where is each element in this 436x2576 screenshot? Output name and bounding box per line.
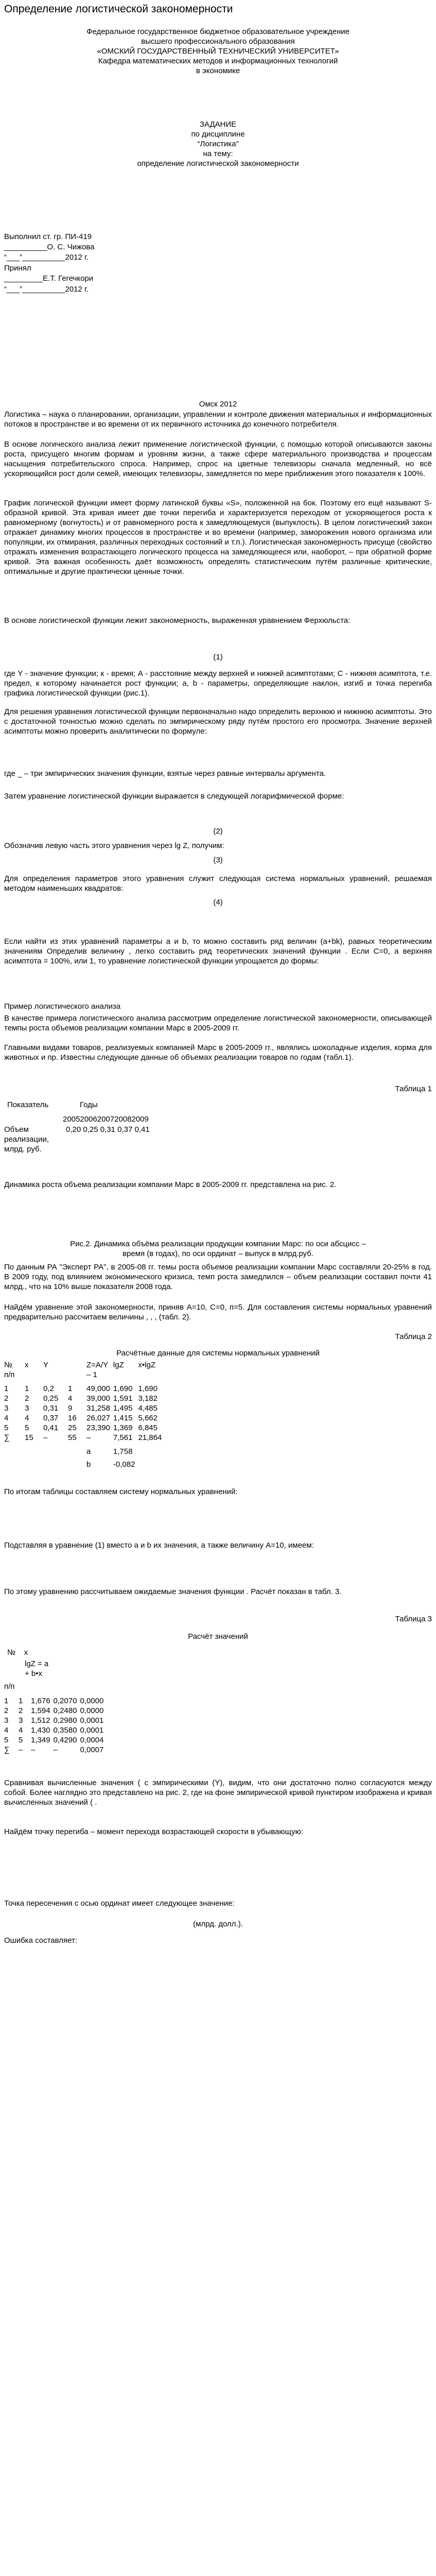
- table-row: 1 1 1,676 0,2070 0,0000: [4, 1697, 104, 1705]
- paragraph: По данным РА "Эксперт РА", в 2005-08 гг. темы роста объемов реализации компании Марс составляли 20-25% в год. В 2009 году, под влиянием экономического кризиса, темп роста замедлился – объем реализации составил почти 41 млрд., что на 10% выше показателя 2008 года.: [4, 1263, 432, 1291]
- table-row: b -0,082: [86, 1460, 135, 1469]
- equation-number: (2): [213, 827, 223, 836]
- equation-number: (4): [213, 898, 223, 907]
- header-cell: x: [25, 1361, 29, 1369]
- task-line: “Логистика”: [197, 140, 239, 148]
- figure-caption: время (в годах), по оси ординат – выпуск в млрд.руб.: [123, 1249, 313, 1258]
- table-row: 3 3 0,31 9 31,258 1,495 4,485: [4, 1404, 158, 1413]
- header-cell: №: [4, 1361, 13, 1369]
- signature-line: “___”__________2012 г.: [4, 253, 89, 262]
- paragraph: Затем уравнение логистической функции выражается в следующей логарифмической форме:: [4, 792, 344, 801]
- example-title: Пример логистического анализа: [4, 1002, 121, 1011]
- header-line: «ОМСКИЙ ГОСУДАРСТВЕННЫЙ ТЕХНИЧЕСКИЙ УНИВЕРСИТЕТ»: [97, 47, 339, 56]
- table-row: 5 5 1,349 0,4290 0,0004: [4, 1736, 104, 1744]
- task-line: по дисциплине: [191, 130, 245, 139]
- table2: [4, 1360, 165, 1469]
- table1-row-label: реализации,: [4, 1135, 49, 1144]
- signature-line: __________О. С. Чижова: [4, 243, 95, 251]
- table-row: ∑ – – – 0,0007: [4, 1745, 104, 1754]
- table-row: 4 4 1,430 0,3580 0,0001: [4, 1726, 104, 1735]
- signature-line: “___”__________2012 г.: [4, 285, 89, 294]
- table-title: Расчётные данные для системы нормальных уравнений: [116, 1349, 320, 1358]
- table3-header: lgZ = a: [25, 1659, 49, 1668]
- signature-line: Принял: [4, 264, 31, 273]
- header-line: Кафедра математических методов и информационных технологий: [98, 57, 338, 65]
- table-row: 2 2 0,25 4 39,000 1,591 3,182: [4, 1394, 158, 1403]
- table1-row-label: Объем: [4, 1125, 29, 1134]
- header-cell: п/п: [4, 1370, 15, 1379]
- year-cell: 2005: [63, 1115, 80, 1124]
- table-row: [4, 1443, 165, 1447]
- header-line: высшего профессионального образования: [141, 37, 295, 46]
- paragraph: Ошибка составляет:: [4, 1936, 78, 1945]
- page-title: Определение логистической закономерности: [4, 3, 233, 15]
- paragraph: По этому уравнению рассчитываем ожидаемые значения функции . Расчёт показан в табл. 3.: [4, 1587, 342, 1596]
- table-row: a 1,758: [86, 1447, 133, 1456]
- table-row: 5 5 0,41 25 23,390 1,369 6,845: [4, 1423, 158, 1432]
- header-cell: Z=A/Y: [86, 1361, 109, 1369]
- paragraph: где _ – три эмпирических значения функции, взятые через равные интервалы аргумента.: [4, 769, 326, 778]
- city-year: Омск 2012: [199, 400, 237, 409]
- table3: [4, 1696, 107, 1755]
- table-caption: Таблица 2: [395, 1332, 432, 1341]
- task-line: ЗАДАНИЕ: [199, 120, 237, 129]
- paragraph: График логической функции имеет форму латинской буквы «S», положенной на бок. Поэтому его ещё называют S-образной кривой. Эта кривая имеет две точки перегиба и характеризуется переходом от ускоряющегося роста к равномерному (вогнутость) и от равномерного роста к замедляющемуся (выпуклость). В целом логистический закон отражает динамику многих процессов в пространстве и во времени (например, заморожения нового организма или популяции, их отмирания, различных переходных состояний и т.п.). Логистическая закономерность присуще (свойство отражать изменения возрастающего логического процесса на замедляющееся или, наоборот, – при обратной форме кривой. Эта важная особенность даёт возможность определять статистическим путём различные критические, оптимальные и другие практически ценные точки.: [4, 499, 432, 576]
- signature-line: _________Е.Т. Гегечкори: [4, 274, 94, 283]
- paragraph: Найдём точку перегиба – момент перехода возрастающей скорости в убывающую:: [4, 1827, 303, 1836]
- table-row: 1 1 0,2 1 49,000 1,690 1,690: [4, 1384, 158, 1393]
- cross-value: (млрд. долл.).: [193, 1920, 243, 1928]
- paragraph: Если найти из этих уравнений параметры a и b, то можно составить ряд величин (a+bk), равных теоретическим значениям Определив величину , легко составить ряд теоретических значений функции . Если С=0, а верхняя асимптота = 100%, или 1, то уравнение логистической функции упрощается до формы:: [4, 937, 432, 965]
- header-cell: – 1: [86, 1370, 97, 1379]
- table1-values: [66, 1125, 150, 1134]
- table1-years: [63, 1115, 149, 1124]
- table3-header: п/п: [4, 1682, 15, 1691]
- paragraph: Подставляя в уравнение (1) вместо а и b их значения, а также величину A=10, имеем:: [4, 1541, 314, 1550]
- paragraph: В основе логистической функции лежит закономерность, выраженная уравнением Ферхюльста:: [4, 616, 351, 625]
- value-cell: 0,31: [100, 1125, 115, 1134]
- table1-header-years: Годы: [80, 1100, 98, 1109]
- paragraph: Главными видами товаров, реализуемых компанией Марс в 2005-2009 гг., являлись шоколадные изделия, корма для животных и пр. Известны следующие данные об объемах реализации товаров по годам (табл.1).: [4, 1043, 432, 1062]
- paragraph: Обозначив левую часть этого уравнения через lg Z, получим:: [4, 841, 224, 850]
- header-cell: lgZ: [113, 1361, 124, 1369]
- value-cell: 0,25: [83, 1125, 98, 1134]
- signature-line: Выполнил ст. гр. ПИ-419: [4, 232, 92, 241]
- table-row: 2 2 1,594 0,2480 0,0000: [4, 1706, 104, 1715]
- paragraph: Логистика – наука о планировании, организации, управлении и контроле движения материальных и информационных потоков в пространстве и во времени от их первичного источника до конечного потребителя.: [4, 410, 432, 429]
- table-row: [4, 1360, 165, 1370]
- task-line: на тему:: [203, 149, 233, 158]
- paragraph: Точка пересечения с осью ординат имеет следующее значение:: [4, 1899, 235, 1908]
- table3-header: + b•x: [25, 1669, 43, 1678]
- equation-number: (3): [213, 856, 223, 865]
- year-cell: 2007: [97, 1115, 115, 1124]
- paragraph: Для решения уравнения логистической функции первоначально надо определить верхнюю и нижнюю асимптоты. Это с достаточной точностью можно сделать по эмпирическому ряду путём простого его просмотра. Значение верхней асимптоты можно проверить аналитически по формуле:: [4, 707, 432, 736]
- header-cell: [68, 1360, 86, 1370]
- year-cell: 2009: [131, 1115, 149, 1124]
- value-cell: 0,41: [134, 1125, 150, 1134]
- header-cell: x•lgZ: [138, 1361, 156, 1369]
- year-cell: 2006: [80, 1115, 97, 1124]
- table1-row-label: млрд. руб.: [4, 1145, 42, 1154]
- paragraph: Для определения параметров этого уравнения служит следующая система нормальных уравнений, решаемая методом наименьших квадратов:: [4, 874, 432, 893]
- table-row: [4, 1370, 165, 1380]
- paragraph: По итогам таблицы составляем систему нормальных уравнений:: [4, 1487, 238, 1496]
- value-cell: 0,20: [66, 1125, 81, 1134]
- table-row: 4 4 0,37 16 26,027 1,415 5,662: [4, 1414, 158, 1422]
- table-title: Расчёт значений: [188, 1632, 248, 1641]
- task-line: определение логистической закономерности: [137, 159, 299, 168]
- paragraph: Найдём уравнение этой закономерности, приняв А=10, С=0, п=5. Для составления системы нормальных уравнений предварительно рассчитаем величины , , , (табл. 2).: [4, 1303, 432, 1321]
- paragraph: Динамика роста объема реализации компании Марс в 2005-2009 гг. представлена на рис. 2.: [4, 1180, 337, 1189]
- paragraph: В качестве примера логистического анализа рассмотрим определение логистической закономерности, описывающей темпы роста объемов реализации компании Марс в 2005-2009 гг.: [4, 1014, 432, 1032]
- table-row: [4, 1380, 165, 1384]
- paragraph: В основе логического анализа лежит применение логистической функции, с помощью которой описываются законы роста, присущего многим формам и уровням жизни, а также сфере материального производства и процессам насыщения потребительского спроса. Например, спрос на цветные телевизоры сначала медленный, но всё ускоряющийся рост доли семей, имеющих телевизоры, замедляется по мере приближения этого показателя к 100%.: [4, 440, 432, 478]
- table-caption: Таблица 1: [395, 1084, 432, 1093]
- year-cell: 2008: [114, 1115, 132, 1124]
- value-cell: 0,37: [117, 1125, 133, 1134]
- table-row: 3 3 1,512 0,2980 0,0001: [4, 1716, 104, 1725]
- paragraph: где Y - значение функции; к - время; А - расстояние между верхней и нижней асимптотами; С - нижняя асимптота, т.е. предел, к которому начинается рост функции; a, b - параметры, определяющие наклон, изгиб и точка перегиба графика логистической функции (рис.1).: [4, 669, 432, 698]
- table-row: ∑ 15 – 55 – 7,561 21,864: [4, 1433, 162, 1442]
- table1-header-indicator: Показатель: [7, 1100, 49, 1109]
- header-line: в экономике: [196, 66, 240, 75]
- table3-header: № x: [7, 1648, 28, 1657]
- equation-number: (1): [213, 653, 223, 662]
- header-cell: Y: [43, 1361, 49, 1369]
- table-caption: Таблица 3: [395, 1615, 432, 1623]
- figure-caption: Рис.2. Динамика объёма реализации продукции компании Марс: по оси абсцисс –: [70, 1240, 366, 1248]
- paragraph: Сравнивая вычисленные значения ( с эмпирическими (Y), видим, что они достаточно полно согласуются между собой. Более наглядно это представлено на рис. 2, где на фоне эмпирической кривой пунктиром изображена и кривая вычисленных значений ( .: [4, 1778, 432, 1807]
- header-line: Федеральное государственное бюджетное образовательное учреждение: [86, 27, 350, 36]
